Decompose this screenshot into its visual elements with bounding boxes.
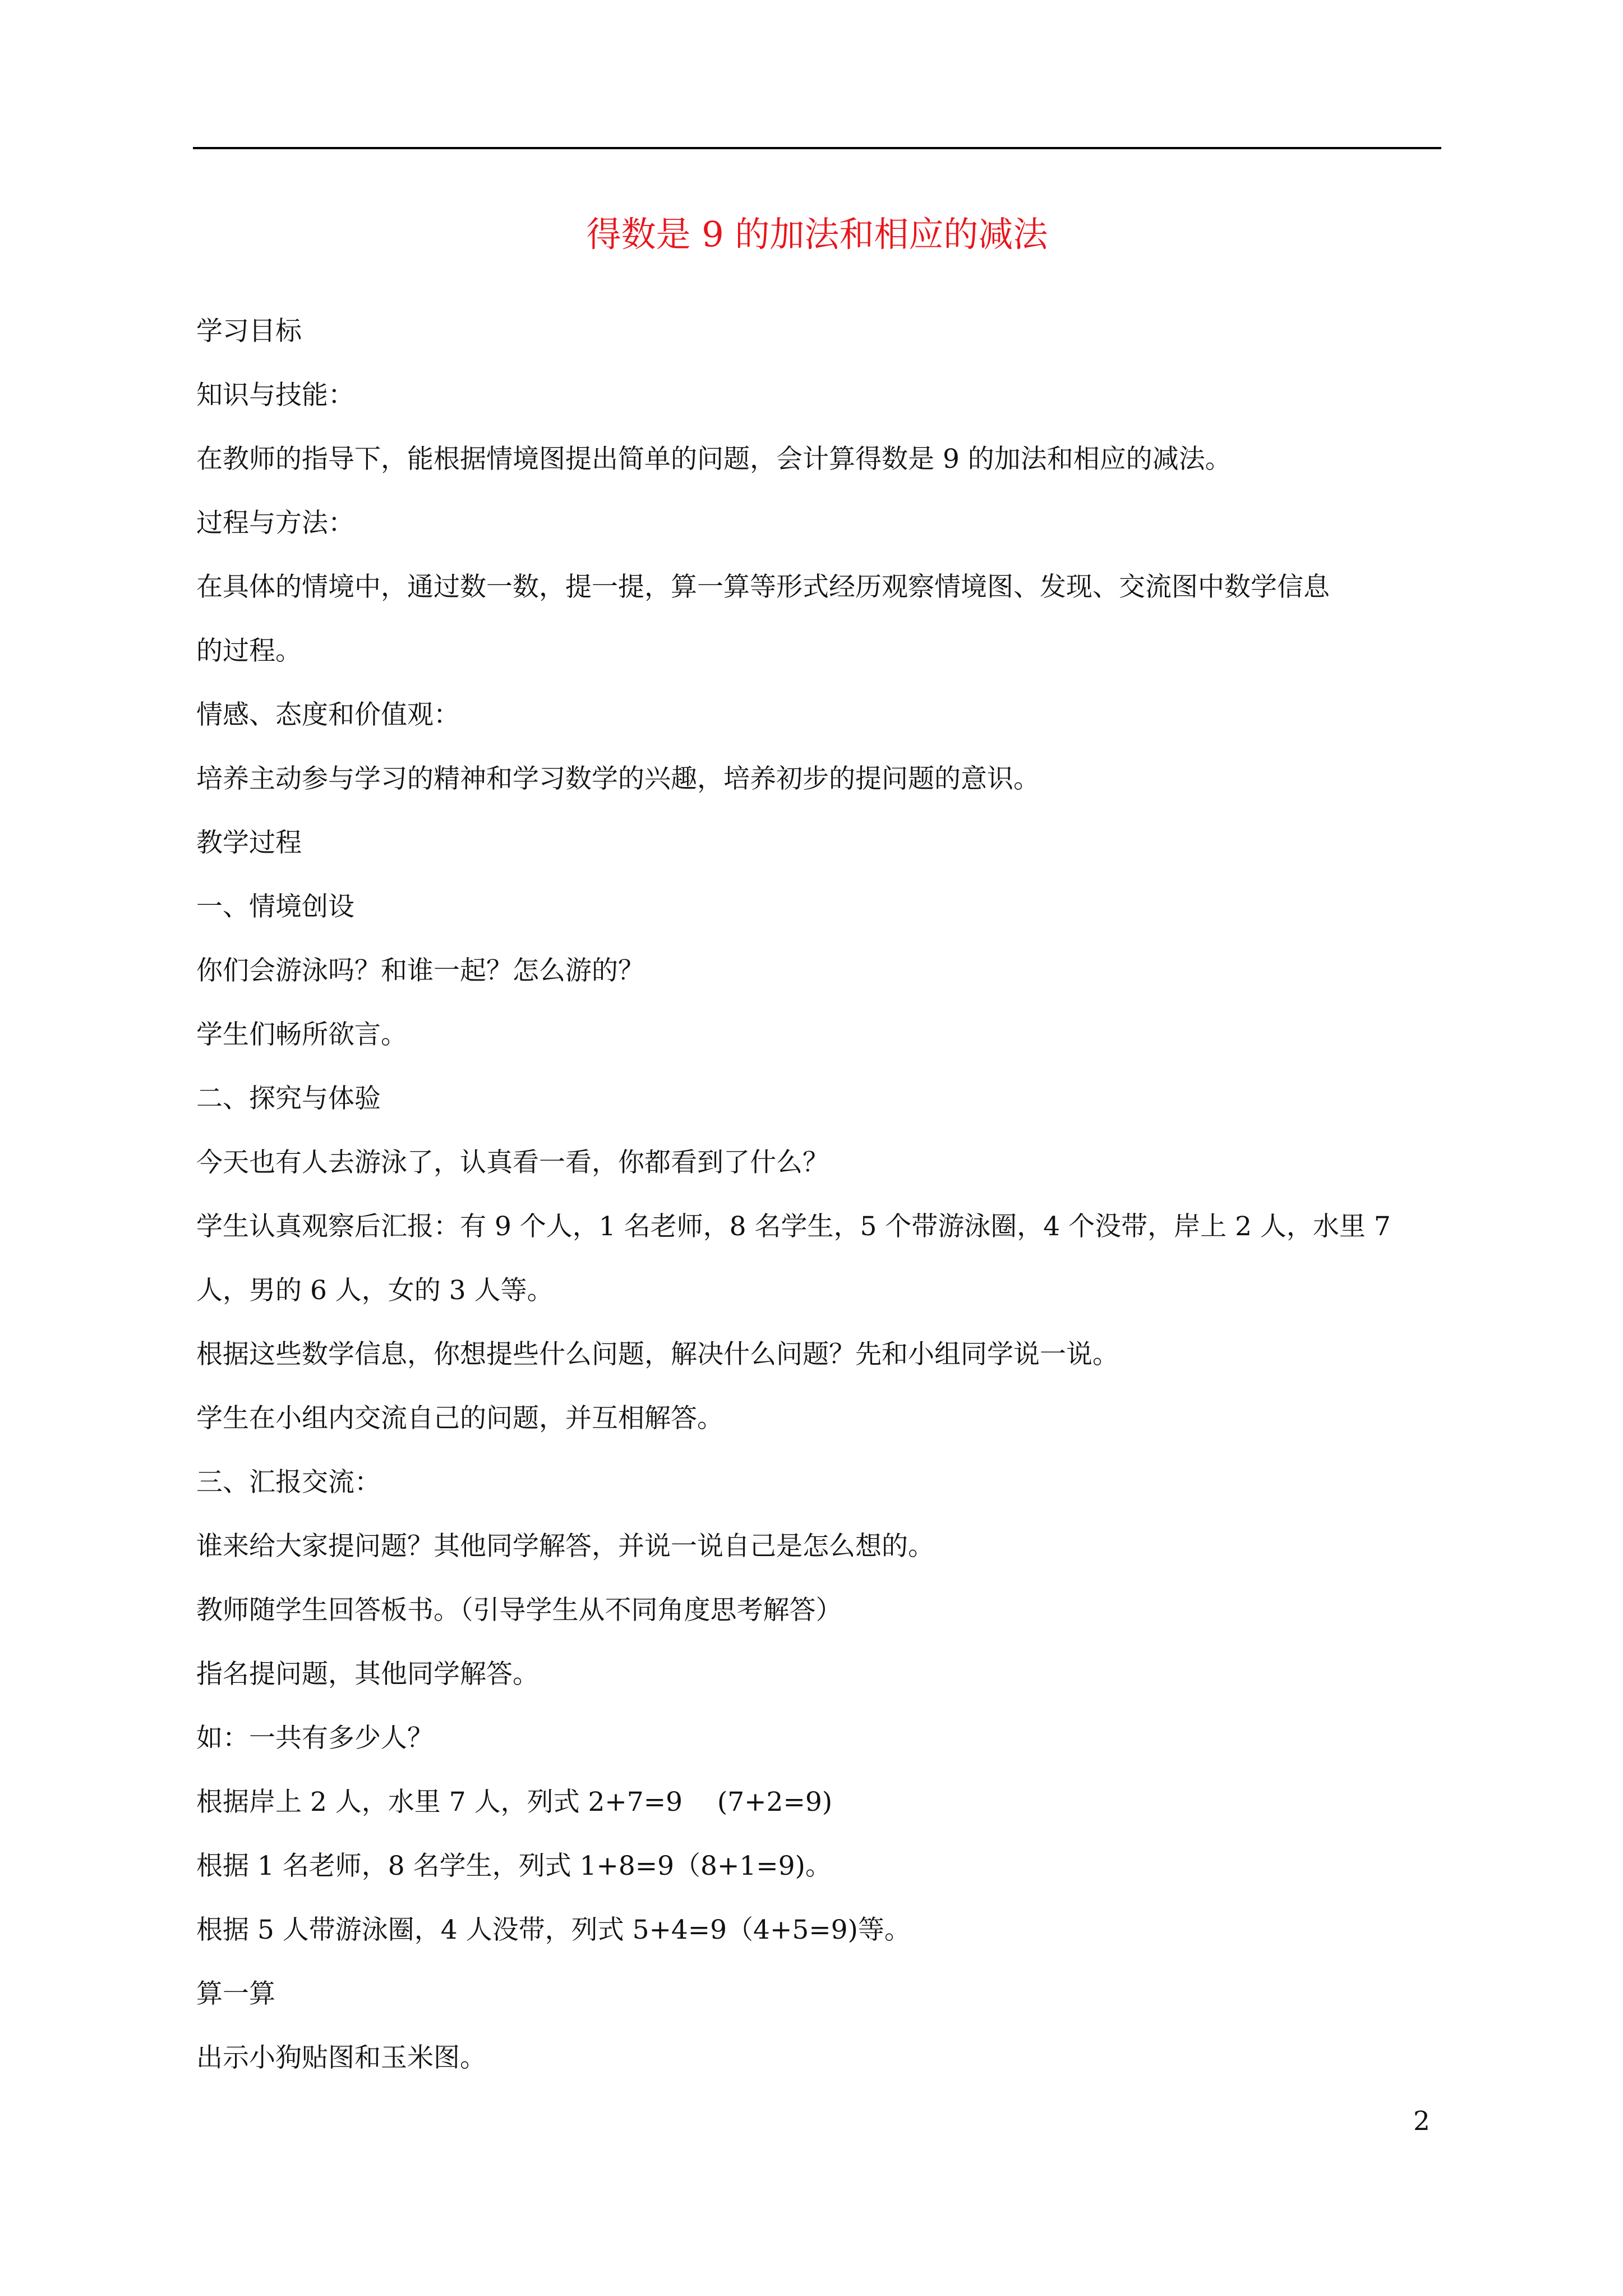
- text-line: 二、探究与体验: [196, 1083, 381, 1114]
- text-line: 你们会游泳吗？和谁一起？怎么游的？: [196, 955, 644, 986]
- text-line: 的过程。: [196, 636, 302, 666]
- text-line: 教学过程: [196, 827, 302, 858]
- text-line: 根据这些数学信息，你想提些什么问题，解决什么问题？先和小组同学说一说。: [196, 1339, 1119, 1370]
- text-line: 指名提问题，其他同学解答。: [196, 1659, 539, 1690]
- text-line: 三、汇报交流：: [196, 1467, 381, 1498]
- text-line: 在教师的指导下，能根据情境图提出简单的问题，会计算得数是 9 的加法和相应的减法。: [196, 444, 1232, 475]
- text-line: 培养主动参与学习的精神和学习数学的兴趣，培养初步的提问题的意识。: [196, 763, 1040, 794]
- text-line: 出示小狗贴图和玉米图。: [196, 2042, 486, 2073]
- text-line: 过程与方法：: [196, 508, 354, 539]
- text-line: 学生在小组内交流自己的问题，并互相解答。: [196, 1403, 723, 1434]
- text-line: 知识与技能：: [196, 380, 354, 411]
- document-title: 得数是 9 的加法和相应的减法: [586, 214, 1048, 255]
- text-line: 根据岸上 2 人，水里 7 人，列式 2+7=9 (7+2=9): [196, 1787, 833, 1818]
- header-rule: [193, 147, 1441, 149]
- text-line: 学生们畅所欲言。: [196, 1019, 407, 1050]
- text-line: 情感、态度和价值观：: [196, 700, 460, 730]
- text-line: 今天也有人去游泳了，认真看一看，你都看到了什么？: [196, 1147, 829, 1178]
- text-line: 谁来给大家提问题？其他同学解答，并说一说自己是怎么想的。: [196, 1531, 934, 1562]
- text-line: 教师随学生回答板书。（引导学生从不同角度思考解答）: [196, 1595, 842, 1626]
- text-line: 一、情境创设: [196, 891, 354, 922]
- text-line: 学生认真观察后汇报：有 9 个人，1 名老师，8 名学生，5 个带游泳圈，4 个没带，岸上 2 人，水里 7: [196, 1211, 1391, 1242]
- text-line: 学习目标: [196, 316, 302, 347]
- text-line: 在具体的情境中，通过数一数，提一提，算一算等形式经历观察情境图、发现、交流图中数学信息: [196, 572, 1330, 602]
- text-line: 根据 5 人带游泳圈，4 人没带，列式 5+4=9（4+5=9)等。: [196, 1915, 911, 1945]
- document-body: [196, 300, 1445, 2090]
- page-number: 2: [1413, 2106, 1430, 2137]
- text-line: 如：一共有多少人？: [196, 1723, 434, 1754]
- text-line: 根据 1 名老师，8 名学生，列式 1+8=9（8+1=9)。: [196, 1851, 832, 1881]
- text-line: 人，男的 6 人，女的 3 人等。: [196, 1275, 554, 1306]
- text-line: 算一算: [196, 1978, 275, 2009]
